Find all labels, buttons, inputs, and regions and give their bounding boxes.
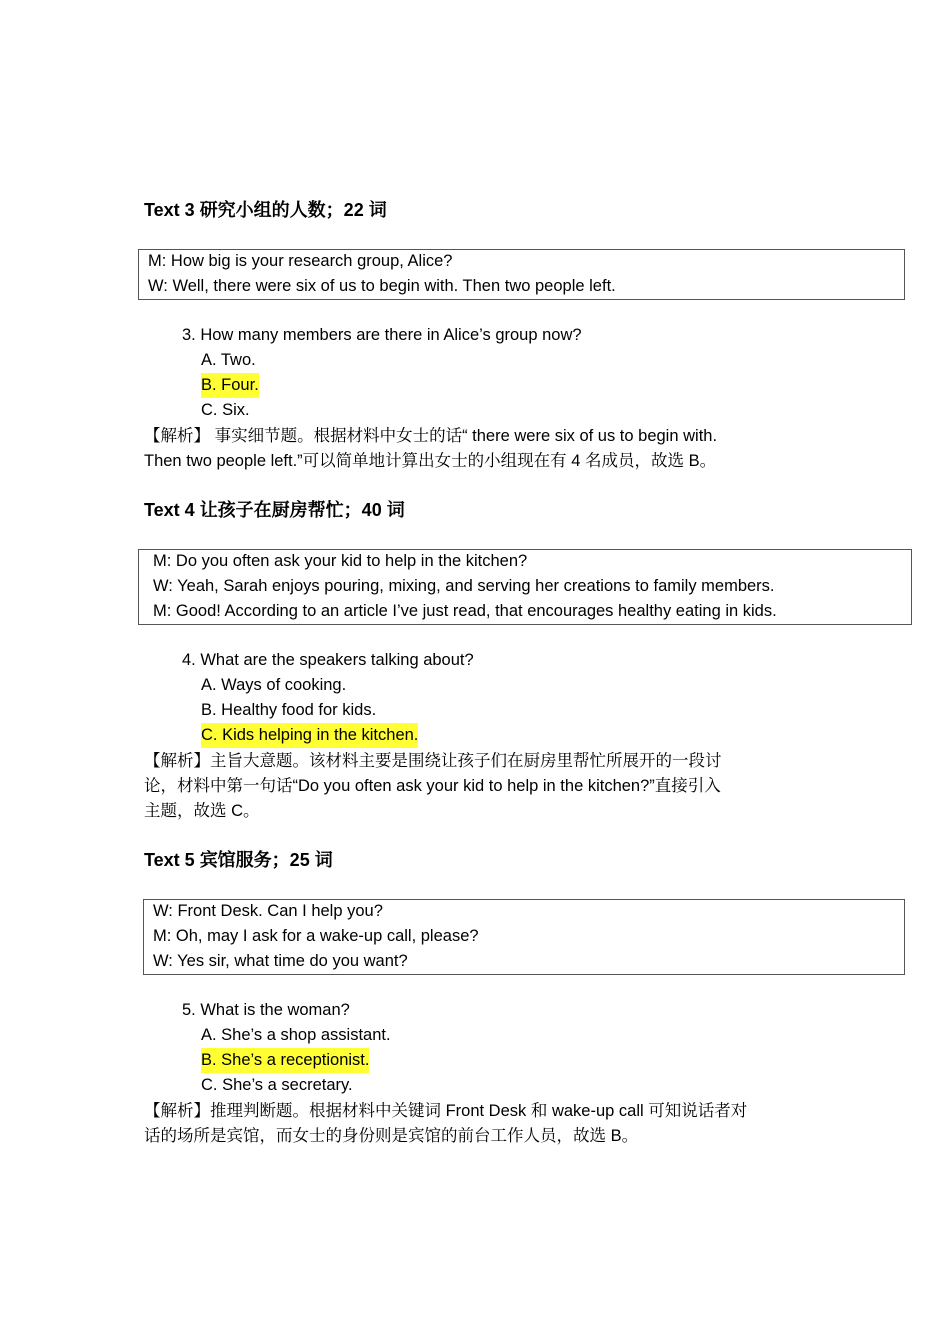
option-c: C. Six. [201, 401, 250, 419]
dialogue-line: M: How big is your research group, Alice? [148, 252, 453, 270]
section-heading: Text 3 研究小组的人数；22 词 [144, 200, 387, 220]
correct-option-b: B. Four. [201, 373, 259, 398]
correct-option-b: B. She’s a receptionist. [201, 1048, 369, 1073]
dialogue-box [138, 249, 905, 300]
analysis-line: Then two people left.”可以简单地计算出女士的小组现在有 4 名成员，故选 B。 [144, 452, 717, 470]
analysis-line: 【解析】 事实细节题。根据材料中女士的话“ there were six of us to begin with. [144, 427, 718, 445]
option-c: C. She’s a secretary. [201, 1076, 353, 1094]
question-text: 5. What is the woman? [182, 1001, 350, 1019]
dialogue-line: W: Front Desk. Can I help you? [153, 902, 383, 920]
dialogue-line: M: Do you often ask your kid to help in the kitchen? [153, 552, 528, 570]
option-a: A. Two. [201, 351, 256, 369]
analysis-line: 论，材料中第一句话“Do you often ask your kid to help in the kitchen?”直接引入 [144, 777, 721, 795]
correct-option-c: C. Kids helping in the kitchen. [201, 723, 418, 748]
dialogue-line: W: Yes sir, what time do you want? [153, 952, 408, 970]
dialogue-box [138, 549, 912, 625]
dialogue-line: M: Oh, may I ask for a wake-up call, please? [153, 927, 479, 945]
analysis-line: 【解析】主旨大意题。该材料主要是围绕让孩子们在厨房里帮忙所展开的一段讨 [144, 752, 722, 770]
option-a: A. She’s a shop assistant. [201, 1026, 391, 1044]
dialogue-line: W: Well, there were six of us to begin with. Then two people left. [148, 277, 616, 295]
analysis-line: 话的场所是宾馆，而女士的身份则是宾馆的前台工作人员，故选 B。 [144, 1127, 639, 1145]
option-b: B. Healthy food for kids. [201, 701, 377, 719]
question-text: 3. How many members are there in Alice’s group now? [182, 326, 582, 344]
dialogue-line: W: Yeah, Sarah enjoys pouring, mixing, and serving her creations to family members. [153, 577, 775, 595]
question-text: 4. What are the speakers talking about? [182, 651, 474, 669]
section-heading: Text 4 让孩子在厨房帮忙；40 词 [144, 500, 405, 520]
analysis-line: 【解析】推理判断题。根据材料中关键词 Front Desk 和 wake-up call 可知说话者对 [144, 1102, 748, 1120]
dialogue-box [143, 899, 905, 975]
dialogue-line: M: Good! According to an article I’ve just read, that encourages healthy eating in kids. [153, 602, 777, 620]
section-heading: Text 5 宾馆服务；25 词 [144, 850, 333, 870]
option-a: A. Ways of cooking. [201, 676, 347, 694]
analysis-line: 主题，故选 C。 [144, 802, 260, 820]
